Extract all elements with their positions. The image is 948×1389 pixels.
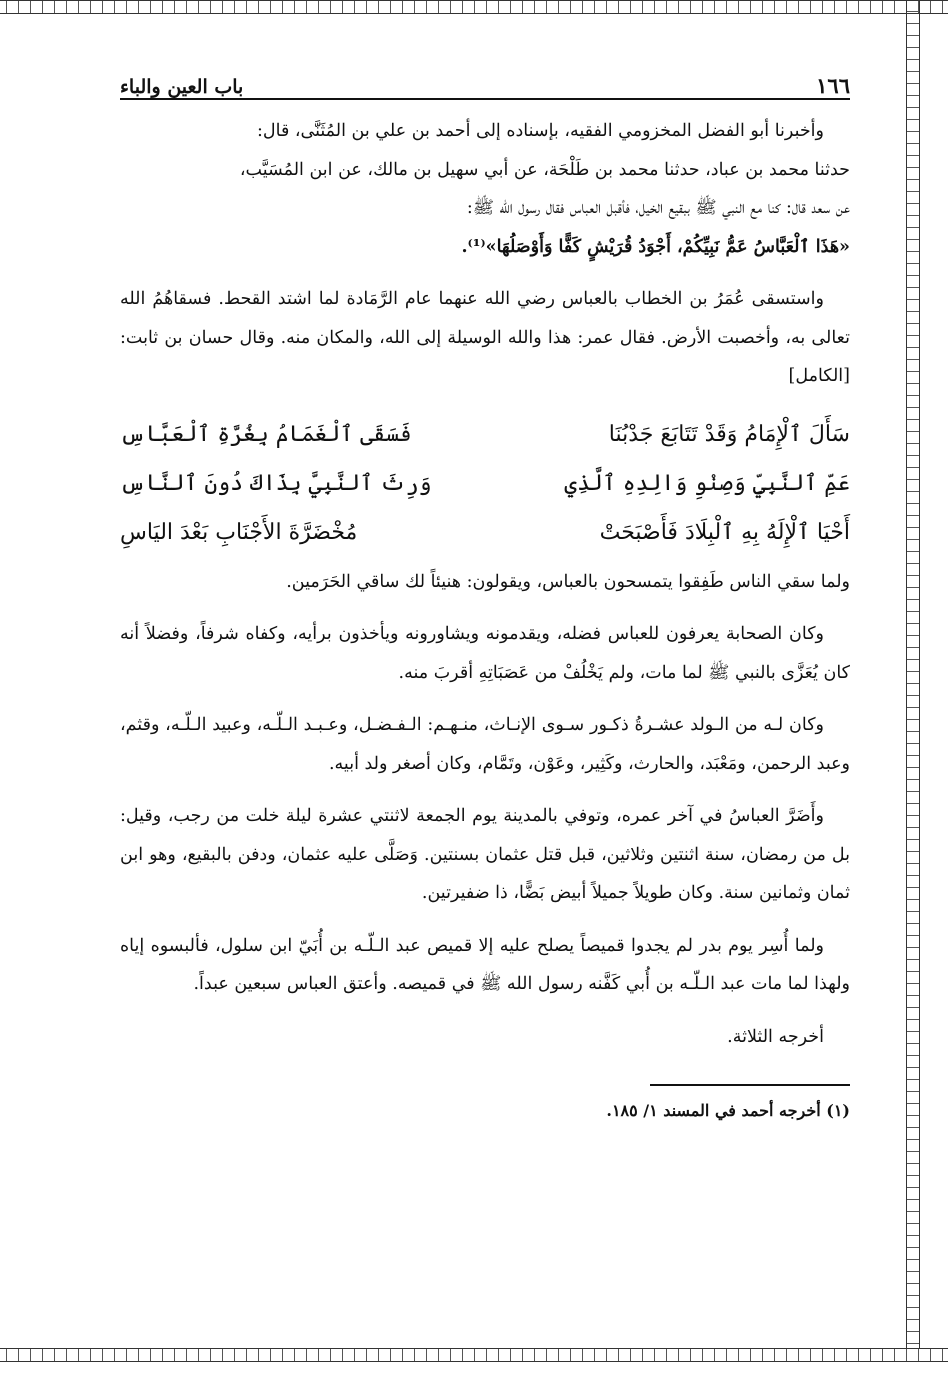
- poem-verse: [120, 459, 850, 508]
- ornamental-border-top: [0, 0, 948, 14]
- paragraph-istisqa: واستسقى عُمَرُ بن الخطاب بالعباس رضي الله عنهما عام الرَّمَادة لما اشتد القحط. فسقاهُمُ الله تعالى به، وأخصبت الأرض. فقال عمر: هذا والله الوسيلة إلى الله، والمكان منه. وقال حسان بن ثابت: [الكامل]: [120, 289, 850, 386]
- ornamental-border-bottom: [0, 1348, 948, 1362]
- verse-second-half: مُخْضَرَّةَ الأَجْنَابِ بَعْدَ اليَاسِ: [120, 519, 358, 545]
- footnote: (١) أخرجه أحمد في المسند ١/ ١٨٥.: [606, 1101, 850, 1120]
- paragraph-companions: وكان الصحابة يعرفون للعباس فضله، ويقدمونه ويشاورونه ويأخذون برأيه، وكفاه شرفاً، وفضلاً أنه كان يُعَزَّى بالنبي ﷺ لما مات، ولم يَخْلُفْ من عَصَبَاتِهِ أقربَ منه.: [120, 624, 850, 683]
- ornamental-border-right: [906, 0, 920, 1362]
- verse-first-half: سَأَلَ ٱلْإِمَامُ وَقَدْ تَتَابَعَ جَدْبُنَا: [608, 421, 850, 447]
- poem-verse: [120, 410, 850, 459]
- poem: [120, 410, 850, 557]
- text-line: عن سعد قال: كنا مع النبي ﷺ ببقيع الخيل، فأقبل العباس فقال رسول الله ﷺ:: [466, 198, 850, 218]
- text-line: حدثنا محمد بن عباد، حدثنا محمد بن طَلْحَة، عن أبي سهيل بن مالك، عن ابن المُسَيَّب،: [239, 159, 850, 180]
- footnote-separator: [650, 1084, 850, 1086]
- chapter-title: باب العين والباء: [120, 76, 244, 98]
- paragraph-badr: ولما أُسِر يوم بدر لم يجدوا قميصاً يصلح عليه إلا قميص عبد الـلّـه بن أُبَيّ ابن سلول، فألبسوه إياه ولهذا لما مات عبد الـلّـه بن أُبي كَفَّنه رسول الله ﷺ في قميصه. وأعتق العباس سبعين عبداً.: [120, 935, 850, 994]
- paragraph-takhrij: أخرجه الثلاثة.: [727, 1026, 824, 1047]
- verse-first-half: عَمِّ ٱلنَّبِيِّ وَصِنْوِ وَالِدِهِ ٱلَّذِي: [564, 470, 850, 496]
- verse-first-half: أَحْيَا ٱلْإِلَهُ بِهِ ٱلْبِلَادَ فَأَصْبَحَتْ: [599, 519, 850, 545]
- page-header: [120, 60, 850, 100]
- hadith-quote: «هَذَا ٱلْعَبَّاسُ عَمُّ نَبِيِّكُمْ، أَجْوَدُ قُرَيْشٍ كَفًّا وَأَوْصَلُهَا»⁽¹⁾.: [461, 236, 850, 257]
- paragraph-children: وكان لـه من الـولد عشـرةُ ذكـور سـوى الإنـاث، منـهـم: الـفـضـل، وعـبـد الـلّـه، وعبيد الـلّـه، وقثم، وعبد الرحمن، ومَعْبَد، والحارث، وكَثِير، وعَوْن، وتَمَّام، وكان أصغر ولد أبيه.: [120, 715, 850, 774]
- page-number: ١٦٦: [816, 73, 850, 98]
- poem-verse: [120, 508, 850, 557]
- paragraph-after-poem: ولما سقي الناس طَفِقوا يتمسحون بالعباس، ويقولون: هنيئاً لك ساقي الحَرَمين.: [286, 571, 850, 592]
- text-line: وأخبرنا أبو الفضل المخزومي الفقيه، بإسناده إلى أحمد بن علي بن المُثَنَّى، قال:: [257, 121, 824, 141]
- page-body: [120, 60, 850, 1340]
- verse-second-half: فَسَقَى ٱلْغَمَامُ بِغُرَّةِ ٱلْعَبَّاسِ: [120, 421, 412, 447]
- paragraph-death: وأَضَرَّ العباسُ في آخر عمره، وتوفي بالمدينة يوم الجمعة لاثنتي عشرة ليلة خلت من رجب، وقيل: بل من رمضان، سنة اثنتين وثلاثين، قبل قتل عثمان بسنتين. وَصَلَّى عليه عثمان، ودفن بالبقيع، وهو ابن ثمان وثمانين سنة. وكان طويلاً جميلاً أبيض بَضًّا، ذا ضفيرتين.: [120, 806, 850, 903]
- verse-second-half: وَرِثَ ٱلنَّبِيَّ بِذَاكَ دُونَ ٱلنَّاسِ: [120, 470, 432, 496]
- paragraph-isnad: [120, 112, 850, 266]
